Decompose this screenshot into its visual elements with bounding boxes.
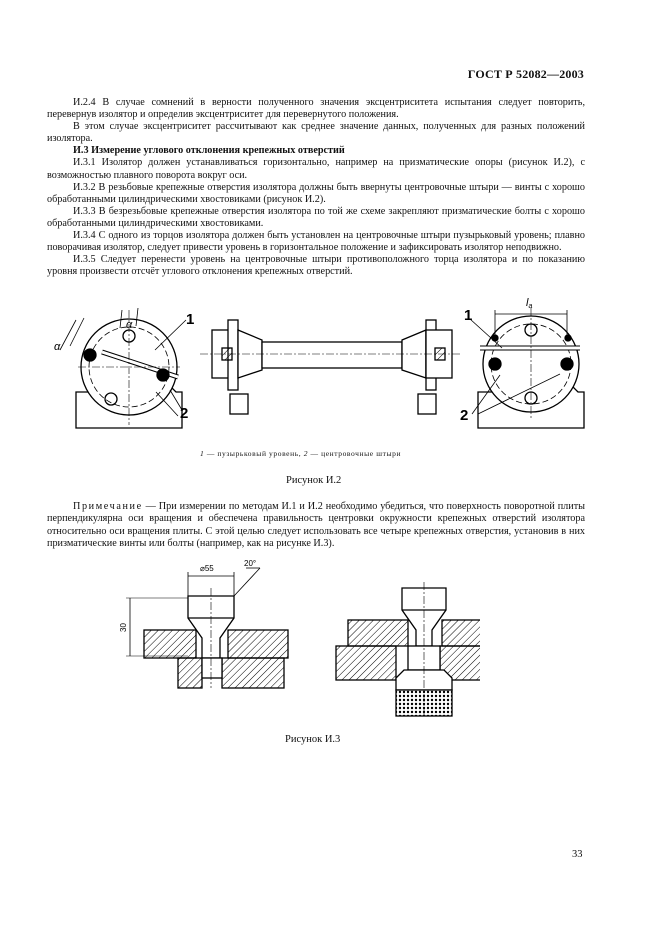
figure-i3-dim-height: 30 [119,623,128,632]
body-text [47,97,585,278]
paragraph-i-3-4: И.3.4 С одного из торцов изолятора должен быть установлен на центровочные штыри пузырьковый уровень; плавно поворачивая изолятор, следует привести уровень в горизонтальное положение и зафиксировать изолятор неподвижно. [47,230,585,254]
paragraph-i-2-4-cont: В этом случае эксцентриситет рассчитывают как среднее значение данных, полученных для разных положений изолятора. [47,121,585,145]
paragraph-i-3-5: И.3.5 Следует перенести уровень на центровочные штыри противоположного торца изолятора и по показанию уровня произвести отсчёт углового отклонения крепежных отверстий. [47,254,585,278]
figure-i2-label-2-right: 2 [460,407,469,424]
figure-i2-drawing [40,290,600,440]
figure-i2-alpha-label-2: α [126,319,133,331]
note-block [47,501,585,550]
paragraph-i-3-3: И.3.3 В безрезьбовые крепежные отверстия изолятора по той же схеме закрепляют призматические болты с хорошо обработанными цилиндрическими хвостовиками. [47,205,585,229]
legend-number-1: 1 [200,449,205,458]
figure-i3-drawing [110,558,480,728]
paragraph-i-2-4: И.2.4 В случае сомнений в верности полученного значения эксцентриситета испытания следует повторить, перевернув изолятор и определив эксцентриситет для перевернутого положения. [47,97,585,121]
figure-i2-dim-l: l [526,297,529,309]
document-header: ГОСТ Р 52082—2003 [467,67,584,81]
figure-i2-dim-l-label [526,297,532,310]
note-paragraph [47,501,585,550]
figure-i2-right-view [470,308,584,428]
paragraph-i-3-1: И.3.1 Изолятор должен устанавливаться горизонтально, например на призматические опоры (рисунок И.2), с возможностью плавного поворота вокруг оси. [47,157,585,181]
section-heading-i-3: И.3 Измерение углового отклонения крепежных отверстий [73,145,345,157]
figure-i3-caption: Рисунок И.3 [285,734,341,745]
note-text: — При измерении по методам И.1 и И.2 необходимо убедиться, что поверхность поворотной плиты перпендикулярна оси вращения и обеспечена правильность центровки окружности крепежных отверстий изолятора относительно оси вращения плиты. С этой целью следует использовать все четыре крепежных отверстия, установив в них призматические винты или болты (например, как на рисунке И.3). [47,501,585,549]
figure-i3-dim-diameter: ⌀55 [200,564,214,573]
figure-i2-middle-view [200,320,460,414]
figure-i2-caption: Рисунок И.2 [286,475,342,486]
figure-i2-label-2-left: 2 [180,405,189,422]
figure-i3-right-view [336,582,480,716]
figure-i2-legend [200,449,401,458]
page-number: 33 [572,849,583,860]
legend-number-2: 2 [303,449,309,458]
figure-i2-left-view [60,308,189,428]
paragraph-i-3-2: И.3.2 В резьбовые крепежные отверстия изолятора должны быть ввернуты центровочные штыри — винты с хорошо обработанными цилиндрическими хвостовиками (рисунок И.2). [47,181,585,205]
figure-i2-label-1-right: 1 [464,307,473,324]
figure-i2-alpha-label: α [54,341,61,353]
legend-text-2: — центровочные штыри [308,449,402,458]
figure-i3-left-view [126,568,288,688]
note-lead: Примечание [73,501,143,512]
figure-i2-label-1-left: 1 [186,311,195,328]
figure-i2-dim-l-subscript: a [528,303,533,310]
figure-i3-dim-angle: 20° [244,559,257,568]
legend-text-1: — пузырьковый уровень, [204,449,304,458]
